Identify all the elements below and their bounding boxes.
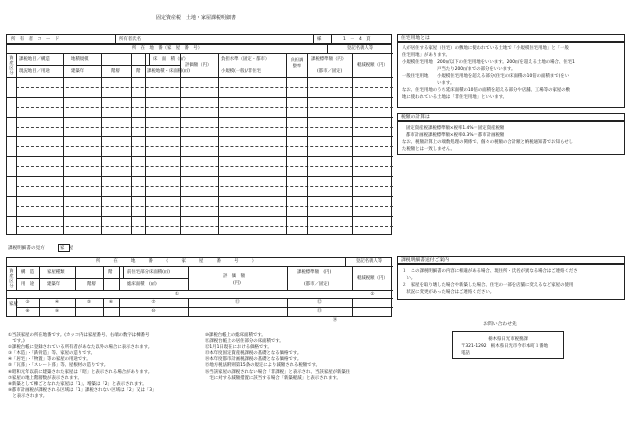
column-divider — [63, 156, 64, 176]
marker-5: ⑤ — [87, 300, 91, 305]
marker-6: ⑥ — [109, 300, 113, 305]
note-line: ④「居宅」・「物置」等の家屋の用途です。 — [8, 357, 91, 363]
column-divider — [16, 117, 17, 137]
col-building-year: 建築年 — [71, 69, 85, 74]
row-border — [7, 156, 393, 157]
note-line: ①当該家屋の所在地番です。(カッコ内は家屋番号、右端の数字は棟番号 — [8, 333, 150, 338]
column-divider — [101, 156, 102, 176]
marker-10: ⑩ — [151, 309, 156, 314]
column-divider — [101, 117, 102, 137]
column-divider — [16, 77, 17, 97]
col-burden-adjust: 負担調整率 — [290, 57, 304, 68]
note-line: ②課税台帳に登録されている所有者があなた以外の場合に表示されます。 — [8, 345, 153, 351]
column-divider — [63, 97, 64, 117]
marker-12: ⑫ — [317, 300, 322, 305]
asset-category-label: 資産区分 — [9, 55, 14, 75]
house-col-total-area: 総床面積 (㎡) — [127, 282, 157, 287]
row-border — [7, 97, 393, 98]
tax-calc-line: た税額とは一致しません。 — [402, 147, 455, 152]
contact-box — [452, 331, 564, 359]
house-registry-header: 登記名義人等 — [355, 259, 383, 264]
note-line: ③「木造」・「鉄骨造」等、家屋の造りです。 — [8, 351, 95, 357]
column-divider — [218, 216, 219, 236]
note-line: と表示されます。 — [8, 393, 48, 399]
registry-header: 登記名義人等 — [346, 46, 374, 51]
column-divider — [16, 136, 17, 156]
column-divider — [180, 97, 181, 117]
col-tax-base-sub: (都市／固定) — [317, 69, 343, 74]
house-col-use: 用 途 — [21, 282, 35, 287]
column-divider — [352, 136, 353, 156]
col-small-special: 小規模(一般)/非住宅 — [221, 69, 262, 74]
house-col-tax-base: 課税標準額 (円) — [297, 270, 332, 275]
column-divider — [307, 136, 308, 156]
column-divider — [180, 176, 181, 196]
note-line: ⑧新築として棟ごとなれた家屋は「1」、増築は「2」と表示されます。 — [8, 381, 147, 387]
marker-4: ④ — [55, 300, 59, 305]
row-divider — [16, 87, 393, 88]
house-row-label: 家屋 — [9, 302, 18, 307]
column-divider — [131, 136, 132, 156]
note-line: ⑩課税台帳上の総床面積です。 — [205, 333, 266, 338]
column-divider — [63, 77, 64, 97]
column-divider — [131, 97, 132, 117]
tax-calc-line: なお、税額計算上の端数処理の関係で、個々の税額の合計額と納税通知書でお知らせし — [402, 140, 574, 145]
column-divider — [101, 97, 102, 117]
row-divider — [16, 226, 393, 227]
marker-2: ② — [370, 292, 375, 297]
house-col-structure: 構 造 — [21, 270, 35, 275]
column-divider — [286, 156, 287, 176]
note-line: ⑭本年度都市計画税課税の基礎となる価格です。 — [205, 357, 302, 363]
housing-land-text-box — [397, 42, 625, 108]
house-col-floor-area: 前住宅部分床面積(㎡) — [127, 270, 170, 275]
col-floor-area: 床 面 積（㎡） — [153, 57, 189, 62]
notes-left — [8, 333, 156, 400]
column-divider — [352, 196, 353, 216]
col-reduced-tax: 軽減税額（円） — [357, 63, 388, 68]
note-line: ⑫1月1日現在における価格です。 — [205, 345, 272, 351]
housing-land-line: 一般住宅用地 小規模住宅用地を超える部分(住宅の床面積の10倍の面積まで)をい — [402, 74, 570, 79]
column-divider — [131, 77, 132, 97]
col-floors: 階層 — [111, 69, 120, 74]
note-line: ⑤「瓦葺」・「スレート葺」等、屋根材の造りです。 — [8, 363, 109, 369]
owner-code-label: 所 有 者 コ ー ド — [11, 37, 60, 42]
col-burden-level: 負担水準（固定・都市） — [221, 57, 270, 62]
note-line: ⑨都市計画税が課税される区域は「1」課税されない区域は「2」又は「3」 — [8, 387, 157, 393]
column-divider — [307, 117, 308, 137]
note-line: ⑯当該家屋の課税されない場合「非課税」と表示され、当該家屋が新築住 — [205, 369, 351, 375]
row-divider — [16, 186, 393, 187]
housing-land-line: 住宅用地」があります。 — [402, 53, 450, 58]
marker-9: ⑨ — [55, 309, 59, 314]
housing-land-line: います。 — [402, 81, 455, 86]
guide-title: 課税明細書送付ご案内 — [401, 257, 449, 263]
marker-8: ⑧ — [25, 309, 30, 314]
column-divider — [145, 136, 146, 156]
row-border — [7, 176, 393, 177]
column-divider — [145, 196, 146, 216]
row-divider — [16, 107, 393, 108]
housing-land-title-box — [397, 34, 625, 42]
column-divider — [286, 136, 287, 156]
house-location-header: 所 在 地 番 （ 家 屋 番 号 ） — [95, 259, 257, 264]
col-land-category: 課税地目／構造 — [19, 57, 50, 62]
housing-land-line: 人が居住する家屋（住宅）の敷地に使われている土地で「小規模住宅用地」と「一般 — [402, 46, 569, 51]
tax-calc-line: 固定資産税課税標準額×税率1.4%＝固定資産税額 — [406, 126, 505, 131]
column-divider — [16, 97, 17, 117]
row-border — [7, 216, 393, 217]
note-line: ⑮地方税法附則第15条の規定により減額される税額です。 — [205, 363, 321, 369]
house-col-tax-base-sub: (都市／固定) — [304, 282, 330, 287]
land-detail-table — [6, 44, 392, 235]
house-col-assessed-unit: (円) — [233, 281, 241, 286]
column-divider — [131, 196, 132, 216]
column-divider — [101, 216, 102, 236]
column-divider — [16, 176, 17, 196]
column-divider — [145, 117, 146, 137]
column-divider — [63, 136, 64, 156]
guide-line: い。 — [402, 276, 416, 281]
column-divider — [101, 176, 102, 196]
view-guide-house-box — [58, 244, 74, 252]
column-divider — [218, 77, 219, 97]
column-divider — [352, 216, 353, 236]
note-line: ⑥昭和元年以前に建築された家屋は「昭」と表示される場合があります。 — [8, 369, 153, 375]
marker-7: ⑦ — [151, 300, 156, 305]
marker-11: ⑪ — [235, 300, 240, 305]
row-border — [7, 117, 393, 118]
column-divider — [63, 176, 64, 196]
page-count: 1 － 4 頁 — [343, 37, 371, 42]
housing-land-line: なお、住宅用地のうち延床面積の10倍の面積を超える部分や店舗、工場等の家屋の敷 — [402, 88, 571, 93]
guide-title-box — [397, 256, 625, 264]
column-divider — [286, 97, 287, 117]
house-asset-label: 資産区分 — [9, 268, 14, 288]
house-col-reduced: 軽減税額（円） — [357, 276, 388, 281]
note-line: です。) — [8, 339, 25, 345]
column-divider — [218, 136, 219, 156]
note-line: ⑪課税台帳上の居住部分の床面積です。 — [205, 339, 284, 345]
view-guide-house-label: 家 屋 — [60, 246, 74, 251]
column-divider — [145, 156, 146, 176]
column-divider — [101, 136, 102, 156]
contact-heading: お問い合わせ先 — [483, 322, 517, 327]
guide-text-box — [397, 264, 625, 300]
column-divider — [16, 216, 17, 236]
column-divider — [180, 216, 181, 236]
column-divider — [286, 117, 287, 137]
col-actual-category: 現況地目／用途 — [19, 69, 50, 74]
housing-land-title: 住宅用地とは — [401, 35, 430, 41]
housing-land-line: 地に使われている土地は「非住宅用地」といいます。 — [402, 95, 508, 100]
tax-calc-line: 都市計画税課税標準額×税率0.3%＝都市計画税額 — [406, 133, 505, 138]
column-divider — [307, 77, 308, 97]
column-divider — [180, 117, 181, 137]
row-border — [7, 136, 393, 137]
column-divider — [352, 117, 353, 137]
column-divider — [101, 196, 102, 216]
column-divider — [145, 216, 146, 236]
row-border — [7, 196, 393, 197]
view-guide-title: 課税明細書の見方 — [8, 246, 45, 251]
column-divider — [16, 196, 17, 216]
column-divider — [131, 216, 132, 236]
column-divider — [307, 216, 308, 236]
column-divider — [180, 136, 181, 156]
column-divider — [307, 97, 308, 117]
notes-middle — [205, 333, 350, 382]
column-divider — [352, 97, 353, 117]
column-divider — [63, 216, 64, 236]
house-col-floor: 階 — [108, 270, 113, 275]
column-divider — [307, 176, 308, 196]
column-divider — [307, 156, 308, 176]
column-divider — [218, 196, 219, 216]
column-divider — [180, 77, 181, 97]
col-assessed-value: 評価額（円） — [185, 63, 212, 68]
column-divider — [180, 196, 181, 216]
column-divider — [218, 156, 219, 176]
column-divider — [145, 176, 146, 196]
col-tax-base: 課税標準額（円） — [311, 57, 347, 62]
col-land-size: 地積規模 — [71, 57, 89, 62]
column-divider — [131, 156, 132, 176]
marker-3: ③ — [25, 300, 30, 305]
tax-calc-title-box — [397, 113, 625, 121]
row-divider — [16, 166, 393, 167]
column-divider — [16, 156, 17, 176]
column-divider — [352, 176, 353, 196]
row-divider — [16, 127, 393, 128]
column-divider — [286, 196, 287, 216]
guide-line: １ この課税明細書の内容に相違がある場合、現住所・氏名が異なる場合はご連絡くださ — [402, 269, 578, 274]
note-line: ⑦家屋の地上階層数が表示されます。 — [8, 375, 82, 381]
column-divider — [218, 176, 219, 196]
house-col-type: 家屋種類 — [47, 270, 65, 275]
owner-code-row — [6, 34, 392, 44]
tax-calc-text-box — [397, 121, 625, 155]
column-divider — [131, 176, 132, 196]
guide-line: ２ 家屋を取り壊した場合や新築した場合、住宅の一部を店舗に変えるなど家屋の使用 — [402, 283, 574, 288]
owner-name-label: 所有者氏名 — [119, 37, 141, 42]
housing-land-line: 戸当たり200㎡までの部分をいいます。 — [402, 67, 516, 72]
contact-phone-label: 電話 — [461, 351, 470, 356]
column-divider — [286, 77, 287, 97]
col-area-detail: 課税地積・床面積(㎡) — [147, 69, 190, 74]
note-line: ⑬本年度固定資産税課税の基礎となる価格です。 — [205, 351, 302, 357]
house-col-assessed: 評 価 額 — [223, 274, 245, 279]
guide-line: 状況に変更があった場合はご連絡ください。 — [402, 290, 495, 295]
column-divider — [286, 216, 287, 236]
column-divider — [131, 117, 132, 137]
column-divider — [145, 77, 146, 97]
column-divider — [218, 97, 219, 117]
marker-14: ⑭ — [332, 318, 338, 323]
document-title: 固定資産税 土地・家屋課税明細書 — [155, 15, 236, 21]
column-divider — [63, 117, 64, 137]
row-divider — [16, 146, 393, 147]
column-divider — [145, 97, 146, 117]
note-line: 宅に対する減額措置に該当する場合「新築軽減」と表示されます。 — [205, 375, 341, 381]
column-divider — [101, 77, 102, 97]
contact-address: 〒321-1292 栃木県日光市今市本町１番地 — [461, 344, 548, 349]
house-sample-table — [6, 257, 392, 317]
page-label: 様 — [317, 37, 322, 42]
row-divider — [16, 206, 393, 207]
column-divider — [352, 156, 353, 176]
column-divider — [286, 176, 287, 196]
location-header: 所 在 地 番（家 屋 番 号） — [131, 46, 203, 51]
column-divider — [180, 156, 181, 176]
house-col-floors: 階層 — [87, 282, 96, 287]
col-floor-number: 階 — [136, 69, 141, 74]
column-divider — [63, 196, 64, 216]
housing-land-line: 小規模住宅用地 200㎡以下の住宅用地をいいます。200㎡を超える土地の場合、住宅1 — [402, 60, 575, 65]
column-divider — [307, 196, 308, 216]
tax-calc-title: 税額の計算は — [401, 114, 430, 120]
house-col-year: 建築年 — [47, 282, 61, 287]
column-divider — [218, 117, 219, 137]
marker-1: ① — [175, 292, 179, 297]
contact-dept: 栃木県日光市税務課 — [488, 337, 528, 342]
column-divider — [352, 77, 353, 97]
marker-13: ⑬ — [317, 309, 322, 314]
